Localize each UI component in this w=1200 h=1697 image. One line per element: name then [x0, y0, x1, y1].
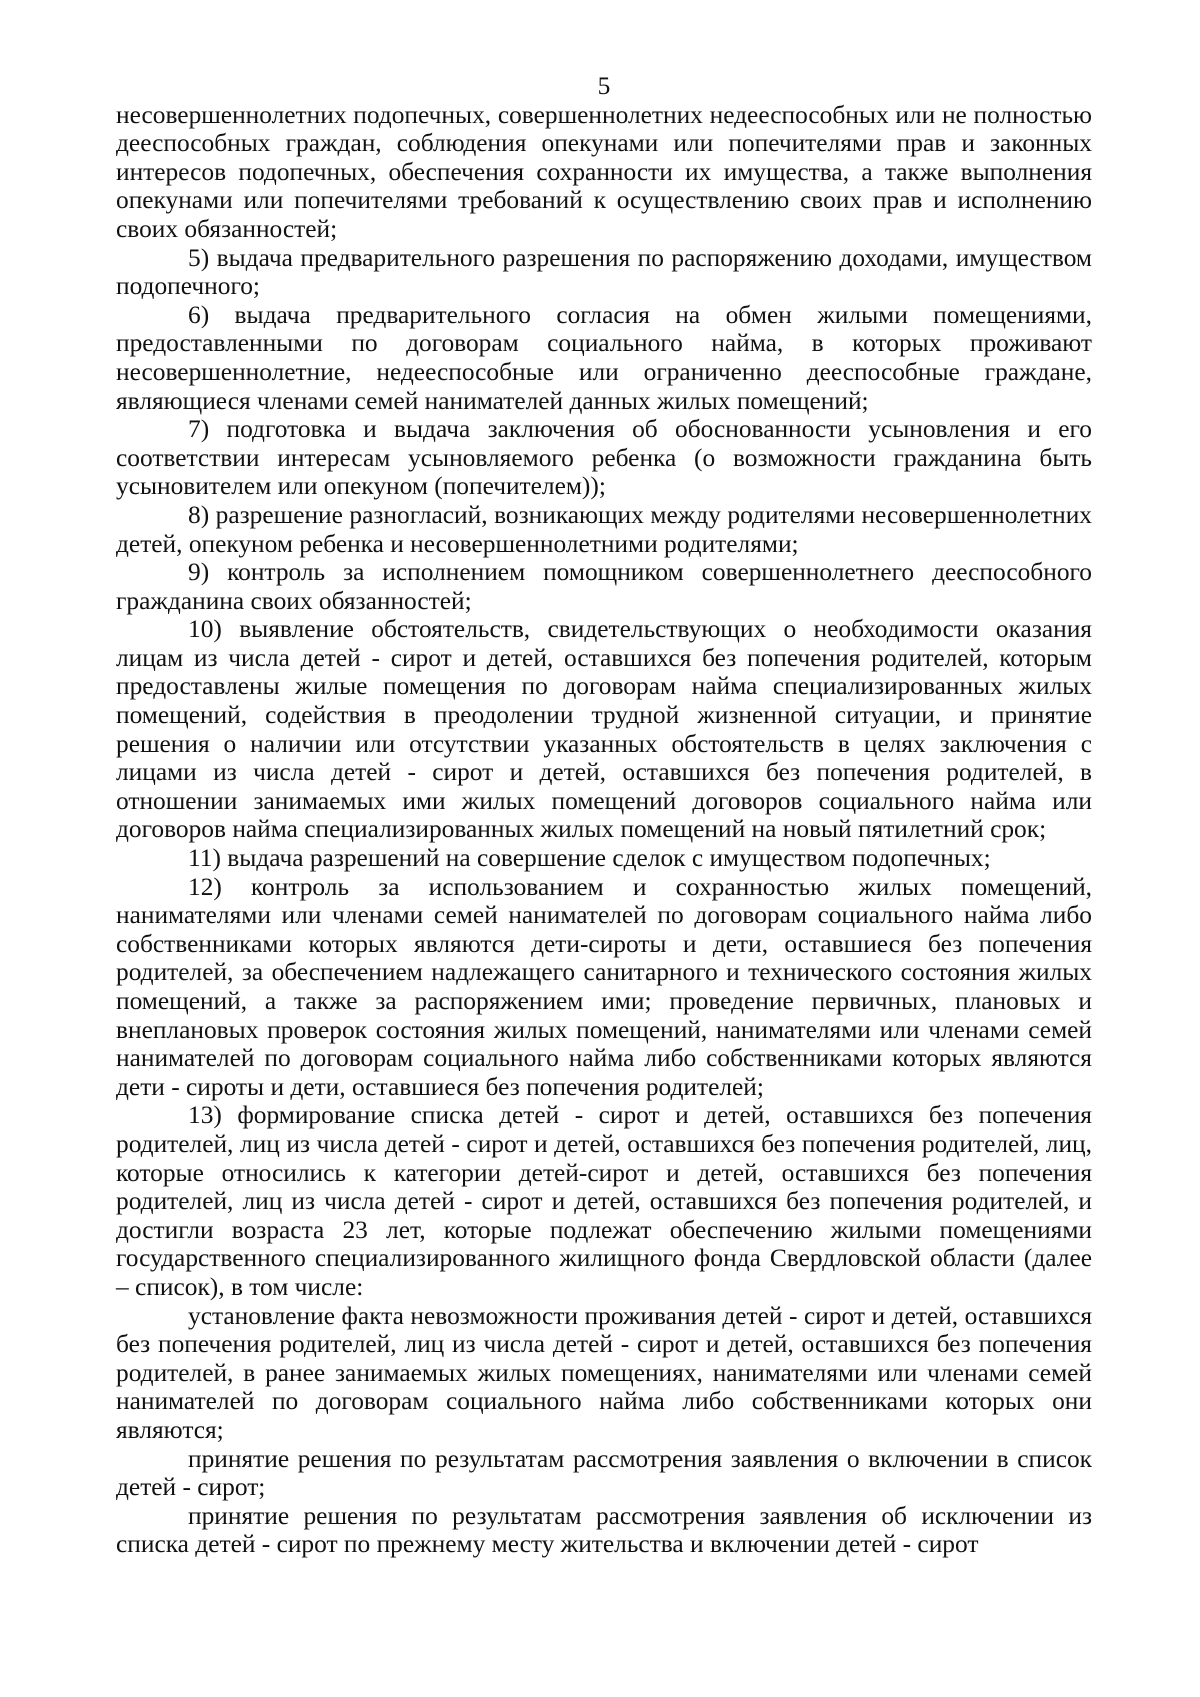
paragraph-item-12: 12) контроль за использованием и сохранностью жилых помещений, нанимателями или членами семей нанимателей по договорам социального найма либо собственниками которых являются дети-сироты и дети, оставшиеся без попечения родителей, за обеспечением надлежащего санитарного и технического состояния жилых помещений, а также за распоряжением ими; проведение первичных, плановых и внеплановых проверок состояния жилых помещений, нанимателями или членами семей нанимателей по договорам социального найма либо собственниками которых являются дети - сироты и дети, оставшиеся без попечения родителей;	[116, 872, 1092, 1101]
paragraph-item-8: 8) разрешение разногласий, возникающих между родителями несовершеннолетних детей, опекуном ребенка и несовершеннолетними родителями;	[116, 500, 1092, 558]
paragraph-continuation: несовершеннолетних подопечных, совершеннолетних недееспособных или не полностью дееспособных граждан, соблюдения опекунами или попечителями прав и законных интересов подопечных, обеспечения сохранности их имущества, а также выполнения опекунами или попечителями требований к осуществлению своих прав и исполнению своих обязанностей;	[116, 100, 1092, 243]
paragraph-item-9: 9) контроль за исполнением помощником совершеннолетнего дееспособного гражданина своих обязанностей;	[116, 558, 1092, 615]
paragraph-subitem-2: принятие решения по результатам рассмотрения заявления о включении в список детей - сирот;	[116, 1444, 1092, 1502]
paragraph-item-10: 10) выявление обстоятельств, свидетельствующих о необходимости оказания лицам из числа детей - сирот и детей, оставшихся без попечения родителей, которым предоставлены жилые помещения по договорам найма специализированных жилых помещений, содействия в преодолении трудной жизненной ситуации, и принятие решения о наличии или отсутствии указанных обстоятельств в целях заключения с лицами из числа детей - сирот и детей, оставшихся без попечения родителей, в отношении занимаемых ими жилых помещений договоров социального найма или договоров найма специализированных жилых помещений на новый пятилетний срок;	[116, 615, 1092, 844]
document-page	[116, 72, 1092, 1559]
paragraph-item-13: 13) формирование списка детей - сирот и детей, оставшихся без попечения родителей, лиц из числа детей - сирот и детей, оставшихся без попечения родителей, лиц, которые относились к категории детей-сирот и детей, оставшихся без попечения родителей, лиц из числа детей - сирот и детей, оставшихся без попечения родителей, и достигли возраста 23 лет, которые подлежат обеспечению жилыми помещениями государственного специализированного жилищного фонда Свердловской области (далее – список), в том числе:	[116, 1101, 1092, 1301]
paragraph-item-7: 7) подготовка и выдача заключения об обоснованности усыновления и его соответствии интересам усыновляемого ребенка (о возможности гражданина быть усыновителем или опекуном (попечителем));	[116, 415, 1092, 501]
paragraph-item-5: 5) выдача предварительного разрешения по распоряжению доходами, имуществом подопечного;	[116, 243, 1092, 301]
paragraph-item-11: 11) выдача разрешений на совершение сделок с имуществом подопечных;	[188, 844, 991, 873]
paragraph-subitem-3: принятие решения по результатам рассмотрения заявления об исключении из списка детей - сирот по прежнему месту жительства и включении детей - сирот	[116, 1501, 1092, 1559]
page-number: 5	[597, 72, 611, 100]
paragraph-item-6: 6) выдача предварительного согласия на обмен жилыми помещениями, предоставленными по договорам социального найма, в которых проживают несовершеннолетние, недееспособные или ограниченно дееспособные граждане, являющиеся членами семей нанимателей данных жилых помещений;	[116, 300, 1092, 415]
paragraph-subitem-1: установление факта невозможности проживания детей - сирот и детей, оставшихся без попечения родителей, лиц из числа детей - сирот и детей, оставшихся без попечения родителей, в ранее занимаемых жилых помещениях, нанимателями или членами семей нанимателей по договорам социального найма либо собственниками которых они являются;	[116, 1301, 1092, 1444]
